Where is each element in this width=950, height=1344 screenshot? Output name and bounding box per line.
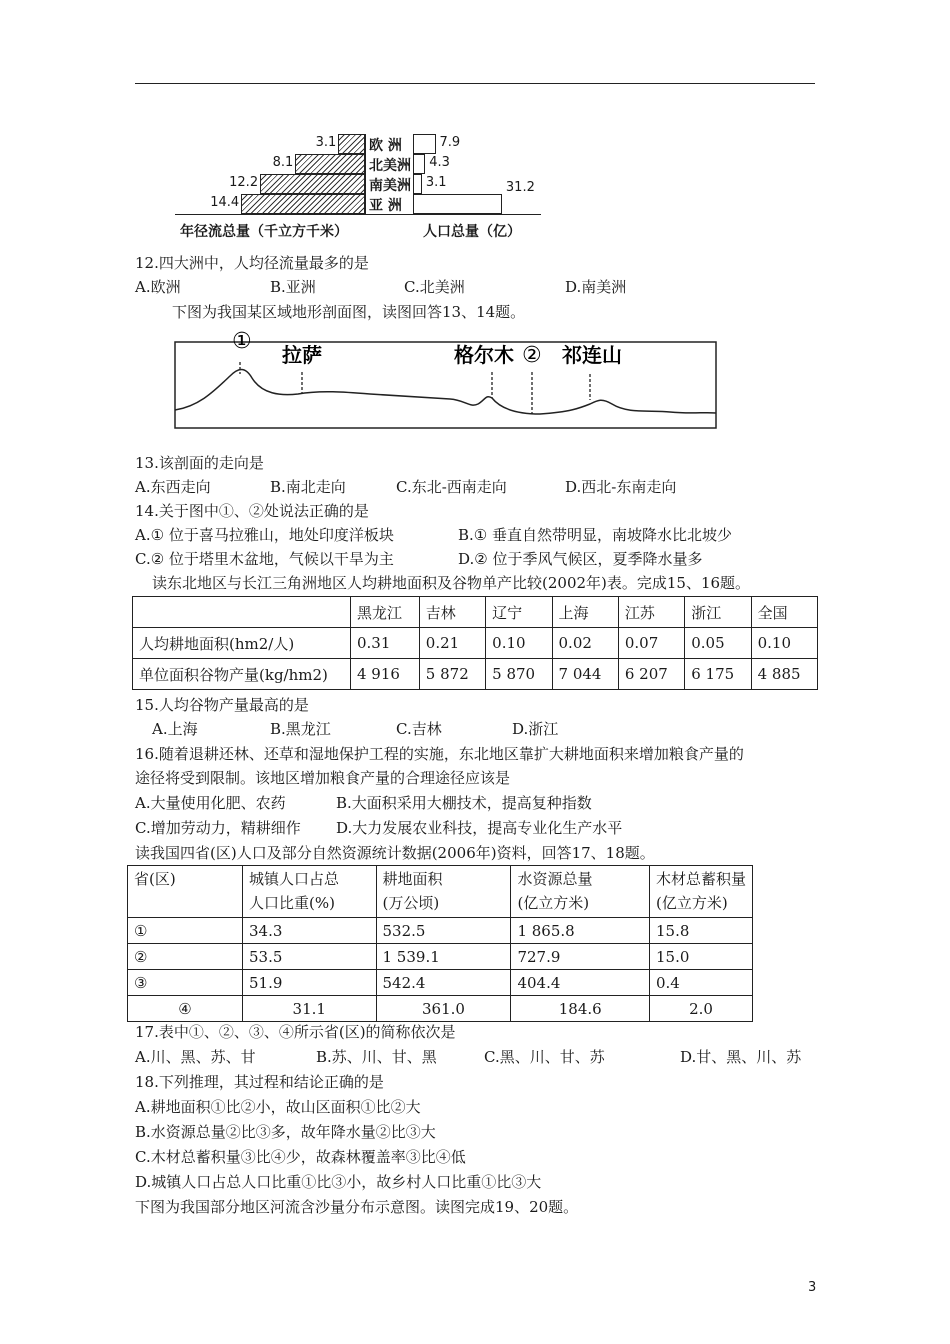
table-row [133, 659, 818, 690]
q16-stem-line2: 途径将受到限制。该地区增加粮食产量的合理途径应该是 [135, 769, 511, 787]
population-bar [413, 174, 422, 194]
q12-option-b: B.亚洲 [270, 278, 316, 296]
table-cell: 上海 [552, 597, 618, 628]
runoff-bar [338, 134, 365, 154]
runoff-bar [241, 194, 365, 214]
q13-option-a: A.东西走向 [135, 478, 211, 496]
column-header-line: (亿立方米) [517, 894, 590, 912]
column-header [511, 866, 650, 918]
province-resource-table [127, 865, 753, 1022]
cropland-grain-table [132, 596, 818, 690]
row-header-cell [133, 597, 351, 628]
table-cell: 0.21 [419, 628, 485, 659]
table-cell: 0.31 [351, 628, 420, 659]
runoff-value-label: 3.1 [315, 135, 337, 150]
column-header-line: 耕地面积 [382, 870, 443, 888]
table-cell: 542.4 [376, 970, 511, 996]
table-cell: 0.4 [649, 970, 752, 996]
q16-stem-line1: 16.随着退耕还林、还草和湿地保护工程的实施，东北地区靠扩大耕地面积来增加粮食产量的 [135, 745, 744, 763]
table-cell: 0.02 [552, 628, 618, 659]
intro-13-14: 下图为我国某区域地形剖面图，读图回答13、14题。 [172, 303, 526, 321]
table-cell: 黑龙江 [351, 597, 420, 628]
table-cell: 5 870 [486, 659, 552, 690]
table-row [128, 918, 753, 944]
row-header-cell: 人均耕地面积(hm2/人) [133, 628, 351, 659]
continent-label: 北美洲 [369, 158, 411, 174]
profile-label-2: ② [522, 343, 542, 368]
column-header-line: 城镇人口占总 [249, 870, 340, 888]
continent-label: 亚 洲 [369, 198, 402, 214]
table-row [128, 970, 753, 996]
runoff-value-label: 8.1 [272, 155, 294, 170]
table-cell: 全国 [751, 597, 817, 628]
q17-option-d: D.甘、黑、川、苏 [680, 1048, 802, 1066]
header-rule [135, 83, 815, 84]
table-cell: 2.0 [649, 996, 752, 1022]
continent-label: 欧 洲 [369, 138, 402, 154]
column-header [376, 866, 511, 918]
table-cell: 15.0 [649, 944, 752, 970]
q14-stem: 14.关于图中①、②处说法正确的是 [135, 502, 369, 520]
runoff-bar [260, 174, 365, 194]
runoff-value-label: 12.2 [229, 175, 259, 190]
chart-baseline [175, 214, 541, 215]
q15-option-a: A.上海 [152, 720, 198, 738]
q14-option-d: D.② 位于季风气候区，夏季降水量多 [458, 550, 703, 568]
q13-option-d: D.西北-东南走向 [565, 478, 677, 496]
q15-option-c: C.吉林 [396, 720, 442, 738]
table-cell: 1 539.1 [376, 944, 511, 970]
q16-option-a: A.大量使用化肥、农药 [135, 794, 286, 812]
table-cell: 184.6 [511, 996, 650, 1022]
table-row [133, 628, 818, 659]
row-header-cell: 单位面积谷物产量(kg/hm2) [133, 659, 351, 690]
table-cell: 辽宁 [486, 597, 552, 628]
profile-label-qilian: 祁连山 [562, 343, 622, 367]
population-value-label: 4.3 [429, 155, 450, 170]
q16-option-d: D.大力发展农业科技，提高专业化生产水平 [336, 819, 623, 837]
chart-xlabel-right: 人口总量（亿） [423, 224, 521, 240]
table-cell: 404.4 [511, 970, 650, 996]
table-cell: 51.9 [243, 970, 376, 996]
q12-option-a: A.欧洲 [135, 278, 181, 296]
q17-option-c: C.黑、川、甘、苏 [484, 1048, 605, 1066]
q15-stem: 15.人均谷物产量最高的是 [135, 696, 309, 714]
table-cell: 53.5 [243, 944, 376, 970]
chart-axis-right [413, 134, 414, 214]
q12-option-d: D.南美洲 [565, 278, 627, 296]
table-cell: ① [128, 918, 243, 944]
table-cell: 361.0 [376, 996, 511, 1022]
table-row [128, 944, 753, 970]
column-header-line: (万公顷) [382, 894, 440, 912]
table-cell: 0.10 [486, 628, 552, 659]
chart-xlabel-left: 年径流总量（千立方千米） [180, 224, 348, 240]
table-cell: 1 865.8 [511, 918, 650, 944]
table-cell: 6 207 [618, 659, 684, 690]
q13-option-c: C.东北-西南走向 [396, 478, 507, 496]
table-cell: 4 885 [751, 659, 817, 690]
table-cell: 5 872 [419, 659, 485, 690]
table-cell: ④ [128, 996, 243, 1022]
page-number: 3 [808, 1280, 817, 1295]
q15-option-d: D.浙江 [512, 720, 559, 738]
table-cell: 0.10 [751, 628, 817, 659]
q14-option-c: C.② 位于塔里木盆地，气候以干旱为主 [135, 550, 394, 568]
table-cell: 浙江 [685, 597, 751, 628]
table-cell: 34.3 [243, 918, 376, 944]
q17-option-a: A.川、黑、苏、甘 [135, 1048, 256, 1066]
q16-option-c: C.增加劳动力，精耕细作 [135, 819, 301, 837]
q14-option-b: B.① 垂直自然带明显，南坡降水比北坡少 [458, 526, 733, 544]
q18-option-a: A.耕地面积①比②小，故山区面积①比②大 [135, 1098, 421, 1116]
population-value-label: 31.2 [505, 180, 535, 195]
column-header-line: 省(区) [134, 870, 176, 888]
table-cell: ③ [128, 970, 243, 996]
population-value-label: 3.1 [425, 175, 447, 190]
profile-label-golmud: 格尔木 [454, 343, 514, 367]
profile-label-lhasa: 拉萨 [282, 343, 322, 367]
q17-stem: 17.表中①、②、③、④所示省(区)的简称依次是 [135, 1023, 456, 1041]
q14-option-a: A.① 位于喜马拉雅山，地处印度洋板块 [135, 526, 394, 544]
table-cell: 0.07 [618, 628, 684, 659]
q13-stem: 13.该剖面的走向是 [135, 454, 264, 472]
q18-option-b: B.水资源总量②比③多，故年降水量②比③大 [135, 1123, 436, 1141]
table-row [128, 996, 753, 1022]
table-cell: 727.9 [511, 944, 650, 970]
table-cell: 江苏 [618, 597, 684, 628]
q18-option-d: D.城镇人口占总人口比重①比③小，故乡村人口比重①比③大 [135, 1173, 542, 1191]
table-cell: 0.05 [685, 628, 751, 659]
q17-option-b: B.苏、川、甘、黑 [316, 1048, 437, 1066]
column-header-line: (亿立方米) [655, 894, 728, 912]
table-header-row [128, 866, 753, 918]
table-row [133, 597, 818, 628]
runoff-bar [295, 154, 365, 174]
column-header-line: 水资源总量 [517, 870, 593, 888]
intro-15-16: 读东北地区与长江三角洲地区人均耕地面积及谷物单产比较(2002年)表。完成15、16题。 [152, 574, 751, 592]
population-bar [413, 134, 436, 154]
column-header [649, 866, 752, 918]
table-cell: 31.1 [243, 996, 376, 1022]
q12-stem: 12.四大洲中，人均径流量最多的是 [135, 254, 369, 272]
table-cell: 532.5 [376, 918, 511, 944]
population-value-label: 7.9 [439, 135, 461, 150]
column-header [128, 866, 243, 918]
table-cell: 6 175 [685, 659, 751, 690]
q16-option-b: B.大面积采用大棚技术，提高复种指数 [336, 794, 592, 812]
population-bar [413, 154, 425, 174]
q13-option-b: B.南北走向 [270, 478, 346, 496]
q12-option-c: C.北美洲 [404, 278, 465, 296]
table-cell: 15.8 [649, 918, 752, 944]
q15-option-b: B.黑龙江 [270, 720, 331, 738]
column-header-line: 人口比重(%) [249, 894, 335, 912]
runoff-value-label: 14.4 [210, 195, 240, 210]
table-cell: 4 916 [351, 659, 420, 690]
intro-17-18: 读我国四省(区)人口及部分自然资源统计数据(2006年)资料，回答17、18题。 [135, 844, 655, 862]
column-header-line: 木材总蓄积量 [655, 870, 746, 888]
profile-label-1: ① [232, 329, 252, 354]
terrain-profile [170, 328, 720, 430]
table-cell: 吉林 [419, 597, 485, 628]
continent-label: 南美洲 [369, 178, 411, 194]
intro-19-20: 下图为我国部分地区河流含沙量分布示意图。读图完成19、20题。 [135, 1198, 579, 1216]
table-cell: ② [128, 944, 243, 970]
population-bar [413, 194, 502, 214]
table-cell: 7 044 [552, 659, 618, 690]
runoff-population-chart [175, 130, 555, 250]
q18-option-c: C.木材总蓄积量③比④少，故森林覆盖率③比④低 [135, 1148, 466, 1166]
q18-stem: 18.下列推理，其过程和结论正确的是 [135, 1073, 384, 1091]
column-header [243, 866, 376, 918]
chart-axis-left [365, 134, 366, 214]
